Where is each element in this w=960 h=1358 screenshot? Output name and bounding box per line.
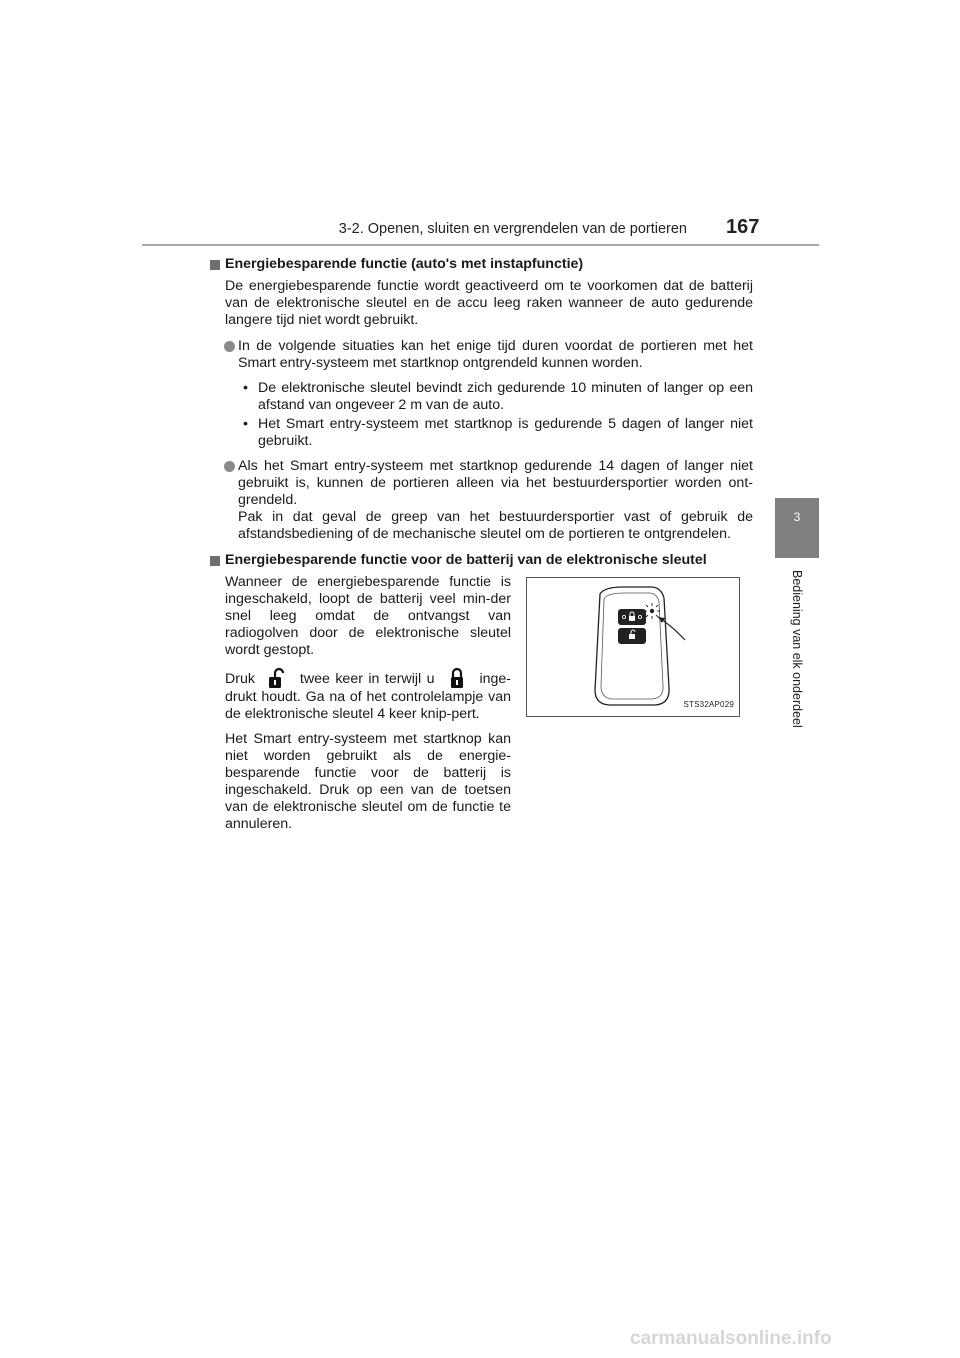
image-code: STS32AP029 bbox=[683, 700, 734, 709]
round-bullet-icon bbox=[224, 461, 235, 472]
sub-list-text: De elektronische sleutel bevindt zich gedurende 10 minuten of langer op een afstand van ongeveer 2 m van de auto. bbox=[258, 380, 753, 413]
sub-list-item bbox=[205, 416, 753, 450]
sub-bullet-icon: • bbox=[243, 380, 248, 396]
section-body bbox=[225, 574, 511, 841]
chapter-side-label bbox=[757, 570, 837, 750]
square-bullet-icon bbox=[210, 556, 220, 566]
paragraph-text: twee keer in terwijl u bbox=[299, 671, 435, 687]
section-heading bbox=[205, 552, 753, 569]
chapter-tab bbox=[775, 498, 819, 558]
text-with-illustration bbox=[205, 574, 753, 841]
paragraph: Wanneer de energiebesparende functie is ingeschakeld, loopt de batterij veel min-der snel leeg omdat de ontvangst van radiogolven door de elektronische sleutel wordt gestopt. bbox=[225, 574, 511, 658]
sub-list-text: Het Smart entry-systeem met startknop is gedurende 5 dagen of langer niet gebruikt. bbox=[258, 416, 753, 449]
watermark-text: carmanualsonline.info bbox=[630, 1328, 832, 1349]
sub-bullet-icon: • bbox=[243, 416, 248, 432]
paragraph-text: inge-drukt houdt. Ga na of het controlelampje van de elektronische sleutel 4 keer knip-pert. bbox=[225, 671, 511, 722]
bullet-text: In de volgende situaties kan het enige tijd duren voordat de portieren met het Smart entry-systeem met startknop ontgrendeld kunnen worden. bbox=[238, 338, 753, 371]
paragraph-text: Druk bbox=[225, 671, 255, 687]
chapter-title: Bediening van elk onderdeel bbox=[790, 570, 804, 728]
page-number: 167 bbox=[726, 216, 760, 238]
header-section-title: 3-2. Openen, sluiten en vergrendelen van de portieren bbox=[338, 221, 687, 237]
header-divider bbox=[142, 244, 819, 246]
bullet-item bbox=[205, 458, 753, 543]
section-heading-text: Energiebesparende functie voor de batterij van de elektronische sleutel bbox=[225, 552, 707, 568]
page-content bbox=[205, 256, 753, 841]
bullet-text: Als het Smart entry-systeem met startknop gedurende 14 dagen of langer niet gebruikt is, kunnen de portieren alleen via het bestuurdersportier worden ont-grendeld. bbox=[238, 458, 753, 508]
section-heading bbox=[205, 256, 753, 273]
chapter-number: 3 bbox=[793, 510, 801, 524]
sub-list-item bbox=[205, 380, 753, 414]
lock-icon bbox=[442, 667, 472, 689]
unlock-icon bbox=[262, 667, 292, 689]
round-bullet-icon bbox=[224, 341, 235, 352]
key-illustration bbox=[526, 577, 740, 717]
paragraph bbox=[225, 667, 511, 723]
bullet-text: Pak in dat geval de greep van het bestuurdersportier vast of gebruik de afstandsbediening of de mechanische sleutel om de portieren te ontgrendelen. bbox=[238, 509, 753, 542]
bullet-item bbox=[205, 338, 753, 372]
section-heading-text: Energiebesparende functie (auto's met instapfunctie) bbox=[225, 256, 584, 272]
square-bullet-icon bbox=[210, 260, 220, 270]
section-intro: De energiebesparende functie wordt geactiveerd om te voorkomen dat de batterij van de elektronische sleutel en de accu leeg raken wanneer de auto gedurende langere tijd niet wordt gebruikt. bbox=[225, 278, 753, 328]
paragraph: Het Smart entry-systeem met startknop kan niet worden gebruikt als de energie-besparende functie voor de batterij is ingeschakeld. Druk op een van de toetsen van de elektronische sleutel om de functie te annuleren. bbox=[225, 731, 511, 832]
watermark bbox=[630, 1328, 832, 1350]
